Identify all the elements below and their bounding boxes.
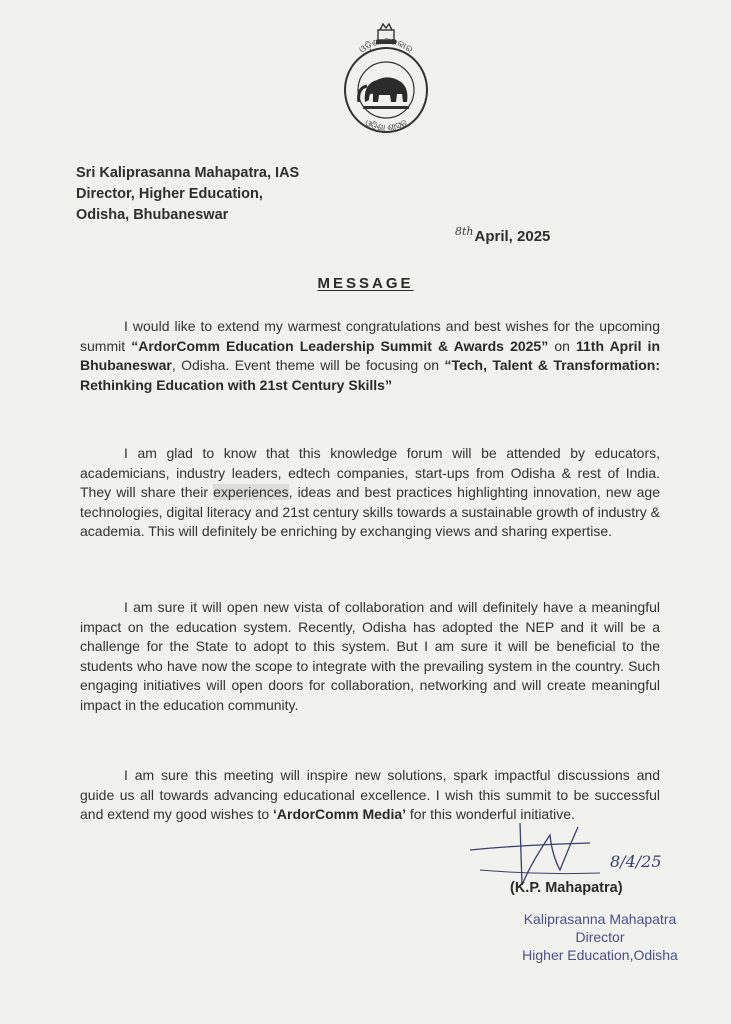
- sender-location: Odisha, Bhubaneswar: [76, 207, 229, 223]
- p2-highlight: experiences: [213, 484, 289, 500]
- date-ordinal: 8th: [455, 225, 474, 238]
- p4-org-name: ‘ArdorComm Media’: [273, 806, 407, 822]
- heading-text: MESSAGE: [317, 275, 414, 292]
- p1-text-3: , Odisha. Event theme will be focusing on: [171, 357, 445, 373]
- paragraph-3: [80, 598, 660, 715]
- sender-designation: Director, Higher Education,: [76, 186, 263, 202]
- p1-text-1: I would like to extend my warmest congratulations and best wishes for the upcoming summit: [80, 318, 660, 354]
- signatory-name: (K.P. Mahapatra): [510, 880, 623, 896]
- sender-block: [76, 163, 299, 226]
- p3-text: I am sure it will open new vista of collaboration and will definitely have a meaningful impact on the education system. Recently, Odisha has adopted the NEP and it will be a challenge for the State to adopt to this system. But I am sure it will be beneficial to the students who have now the scope to integrate with the prevailing system in the country. Such engaging initiatives will open doors for collaboration, networking and will create meaningful impact in the education community.: [80, 599, 660, 713]
- p1-text-2: on: [548, 337, 576, 354]
- letter-date: [455, 225, 551, 245]
- p2-text-2: , ideas and best practices highlighting innovation, new age technologies, digital literacy and 21st century skills towards a sustainable growth of industry & academia. This will definitely be enriching by exchanging views and sharing expertise.: [80, 484, 660, 539]
- signature-date: 8/4/25: [610, 852, 662, 871]
- emblem-bottom-text: ଓଡ଼ିଶା ଶାସନ: [362, 118, 410, 134]
- p4-text-2: for this wonderful initiative.: [406, 806, 575, 822]
- sender-name: Sri Kaliprasanna Mahapatra, IAS: [76, 165, 300, 181]
- svg-text:ଓଡ଼ିଶା ସରକାର: [358, 37, 415, 56]
- paragraph-2: [80, 444, 660, 542]
- odisha-state-emblem-icon: [333, 22, 439, 140]
- svg-text:ଓଡ଼ିଶା ଶାସନ: [363, 118, 409, 133]
- p1-summit-date: 11th April in Bhubaneswar: [80, 337, 661, 373]
- stamp-title: Director: [575, 929, 625, 945]
- stamp-department: Higher Education,Odisha: [522, 947, 678, 963]
- date-text: April, 2025: [474, 228, 551, 245]
- message-heading: [0, 275, 731, 292]
- p2-text-1: I am glad to know that this knowledge forum will be attended by educators, academicians, industry leaders, edtech companies, start-ups from Odisha & rest of India. They will share their: [80, 445, 660, 500]
- p1-theme: “Tech, Talent & Transformation: Rethinking Education with 21st Century Skills”: [80, 357, 660, 393]
- emblem-top-text: ଓଡ଼ିଶା ସରକାର: [357, 36, 415, 56]
- p4-text-1: I am sure this meeting will inspire new solutions, spark impactful discussions and guide us all towards advancing educational excellence. I wish this summit to be successful and extend my good wishes to: [80, 767, 660, 822]
- stamp-name: Kaliprasanna Mahapatra: [523, 911, 677, 927]
- paragraph-1: [80, 317, 660, 395]
- official-stamp: [500, 910, 700, 964]
- p1-summit-name: “ArdorComm Education Leadership Summit & Awards 2025”: [131, 337, 549, 354]
